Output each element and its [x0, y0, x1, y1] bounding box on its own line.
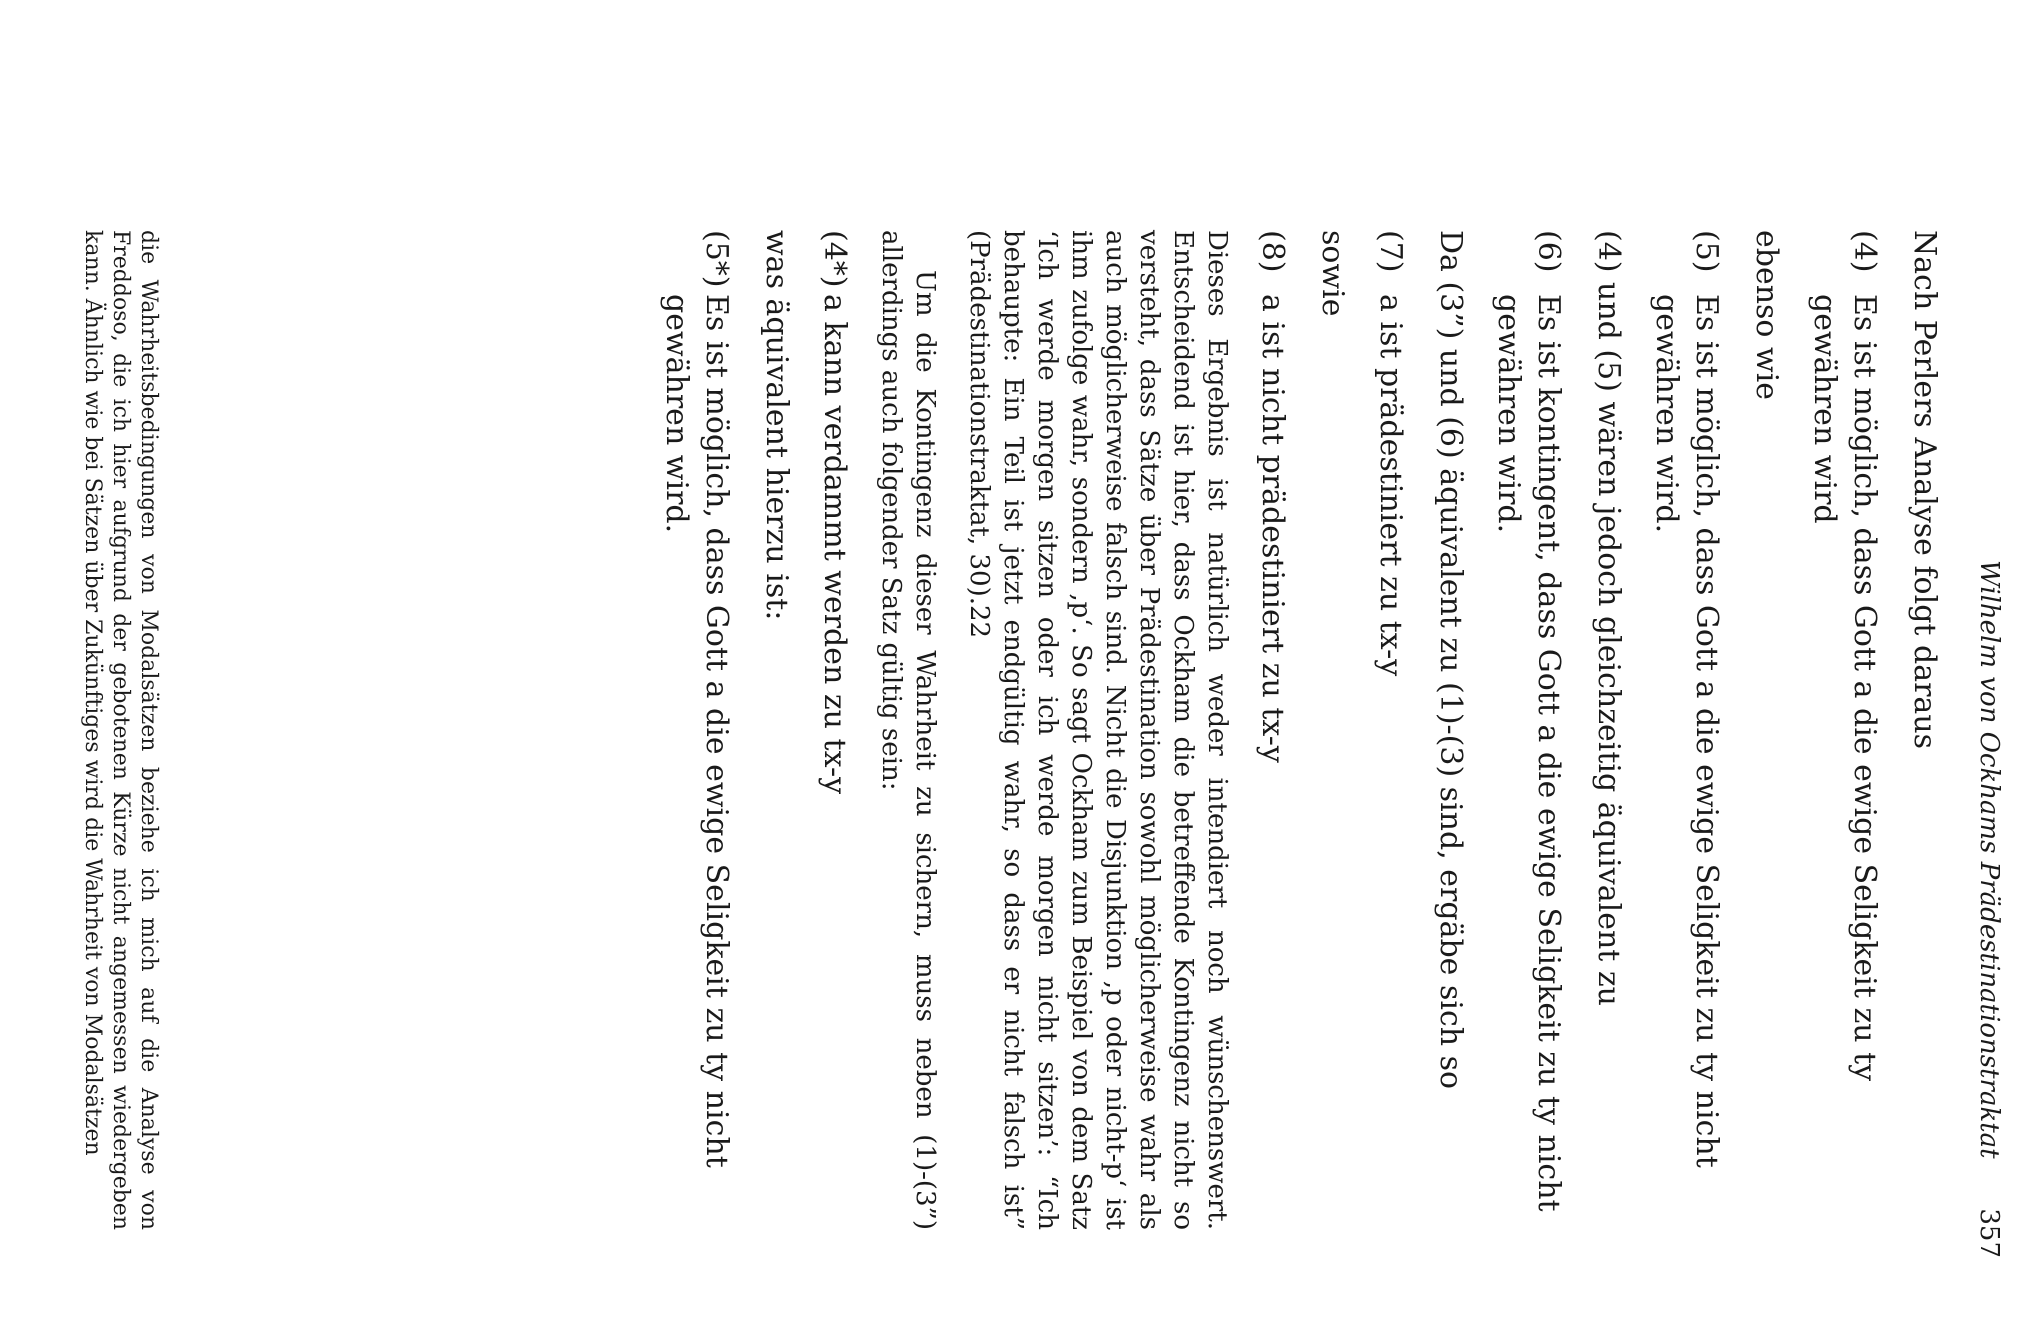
connector-line: was äquivalent hierzu ist:: [759, 230, 794, 621]
running-title: Wilhelm von Ockhams Prädestinationstraktat: [1974, 560, 2004, 1159]
intro-line: Nach Perlers Analyse folgt daraus: [1907, 230, 1942, 750]
numbered-item: [1488, 230, 1568, 1230]
item-text: a ist prädestiniert zu tx-y: [1373, 294, 1408, 677]
item-text: a kann verdammt werden zu tx-y: [817, 294, 852, 795]
numbered-item: [656, 230, 736, 1230]
running-header: [1964, 230, 2004, 1258]
item-text: Es ist möglich, dass Gott a die ewige Seligkeit zu ty nicht gewähren wird.: [1649, 294, 1724, 1168]
item-text: Es ist möglich, dass Gott a die ewige Seligkeit zu ty gewähren wird: [1807, 294, 1882, 1082]
connector-line: Da (3”) und (6) äquivalent zu (1)-(3) sind, ergäbe sich so: [1433, 230, 1468, 1090]
item-number: (8): [1255, 230, 1290, 273]
numbered-item: [814, 230, 854, 1230]
body-paragraph-2: Um die Kontingenz dieser Wahrheit zu sichern, muss neben (1)-(3”) allerdings auch folgender Satz gültig sein:: [876, 230, 940, 1230]
item-number: (4): [1847, 230, 1882, 273]
numbered-item: [1804, 230, 1884, 1230]
footnote: die Wahrheitsbedingungen von Modalsätzen beziehe ich mich auf die Analyse von Freddoso, die ich hier aufgrund der gebotenen Kürze nicht angemessen wiedergeben kann. Ähnlich wie bei Sätzen über Zukünftiges wird die Wahrheit von Modalsätzen: [80, 230, 161, 1230]
connector-line: ebenso wie: [1749, 230, 1784, 401]
main-text: [638, 230, 1944, 1230]
item-number: (7): [1373, 230, 1408, 273]
numbered-item: [1252, 230, 1292, 1230]
item-text: Es ist möglich, dass Gott a die ewige Seligkeit zu ty nicht gewähren wird.: [659, 294, 734, 1168]
item-number: (6): [1531, 230, 1566, 273]
item-number: (5): [1689, 230, 1724, 273]
numbered-item: [1646, 230, 1726, 1230]
item-number: (5*): [699, 230, 734, 288]
connector-line: (4) und (5) wären jedoch gleichzeitig äquivalent zu: [1591, 230, 1626, 1006]
connector-line: sowie: [1315, 230, 1350, 317]
body-paragraph-1: Dieses Ergebnis ist natürlich weder intendiert noch wünschenswert. Entscheidend ist hier, dass Ockham die betreffende Kontingenz nicht so versteht, dass Sätze über Prädestination sowohl möglicherweise wahr als auch möglicherweise falsch sind. Nicht die Disjunktion ‚p oder nicht-p‘ ist ihm zufolge wahr, sondern ‚p‘. So sagt Ockham zum Beispiel von dem Satz ‘Ich werde morgen sitzen oder ich werde morgen nicht sitzen’: “Ich behaupte: Ein Teil ist jetzt endgültig wahr, so dass er nicht falsch ist” (Prädestinationstraktat, 30).22: [964, 230, 1232, 1230]
item-text: Es ist kontingent, dass Gott a die ewige Seligkeit zu ty nicht gewähren wird.: [1491, 294, 1566, 1212]
page-number: 357: [1974, 1208, 2004, 1258]
item-text: a ist nicht prädestiniert zu tx-y: [1255, 294, 1290, 763]
numbered-item: [1370, 230, 1410, 1230]
item-number: (4*): [817, 230, 852, 288]
